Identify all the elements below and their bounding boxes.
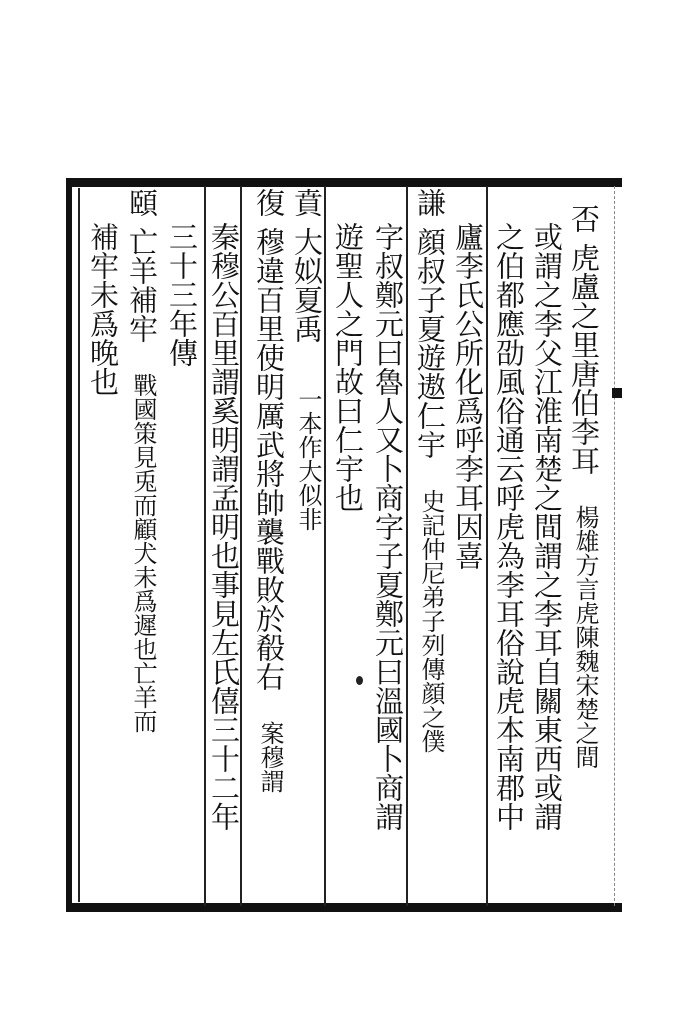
verse-text: 秦穆公百里謂奚明謂孟明也事見左氏僖三十二年 [207,222,241,831]
text-column [327,222,365,512]
commentary-note: 案穆謂 [256,721,284,793]
right-margin-line [614,186,615,906]
verse-text: 穆違百里使明厲武將帥襲戰敗於殽右 [252,227,286,691]
verse-text: 亡羊補牢 [125,227,159,343]
verse-text: 之伯都應劭風俗通云呼虎為李耳俗說虎本南郡中 [492,222,526,831]
commentary-note: 一本作大似非 [294,387,322,531]
hexagram-heading: 賁 [290,188,324,217]
commentary-note: 史記仲尼弟子列傳顔之僕 [417,489,445,753]
verse-text: 大姒夏禹 [290,227,324,343]
text-column [447,222,485,570]
text-column [286,188,324,531]
verse-text: 遊聖人之門故曰仁宇也 [331,222,365,512]
verse-text: 廬李氏公所化爲呼李耳因喜 [451,222,485,570]
fishtail-mark [612,388,622,398]
verse-text: 補牢未爲晚也 [86,222,120,396]
text-column [203,222,241,831]
text-column [82,222,120,396]
text-column [367,222,405,831]
verse-text: 字叔鄭元曰魯人又卜商字子夏鄭元曰溫國卜商謂 [371,222,405,831]
commentary-note: 楊雄方言虎陳魏宋楚之間 [571,505,599,769]
column-divider [406,186,408,906]
verse-text: 或謂之李父江淮南楚之間謂之李耳自關東西或謂 [530,222,564,831]
hexagram-heading: 謙 [413,188,447,217]
commentary-note: 戰國策見兎而顧犬未爲遲也亡羊而 [129,373,157,733]
text-column [409,188,447,753]
text-column [161,222,199,367]
column-divider [324,186,326,906]
verse-text: 虎盧之里唐伯李耳 [567,243,601,475]
text-column [526,222,564,831]
ink-spot [356,676,363,685]
hexagram-heading: 復 [252,188,286,217]
text-column [488,222,526,831]
verse-text: 顔叔子夏遊遨仁宇 [413,227,447,459]
hexagram-heading: 否 [567,204,601,233]
verse-text: 三十三年傳 [165,222,199,367]
hexagram-heading: 頤 [125,188,159,217]
text-column [248,188,286,793]
text-column [563,204,601,769]
text-column [121,188,159,733]
